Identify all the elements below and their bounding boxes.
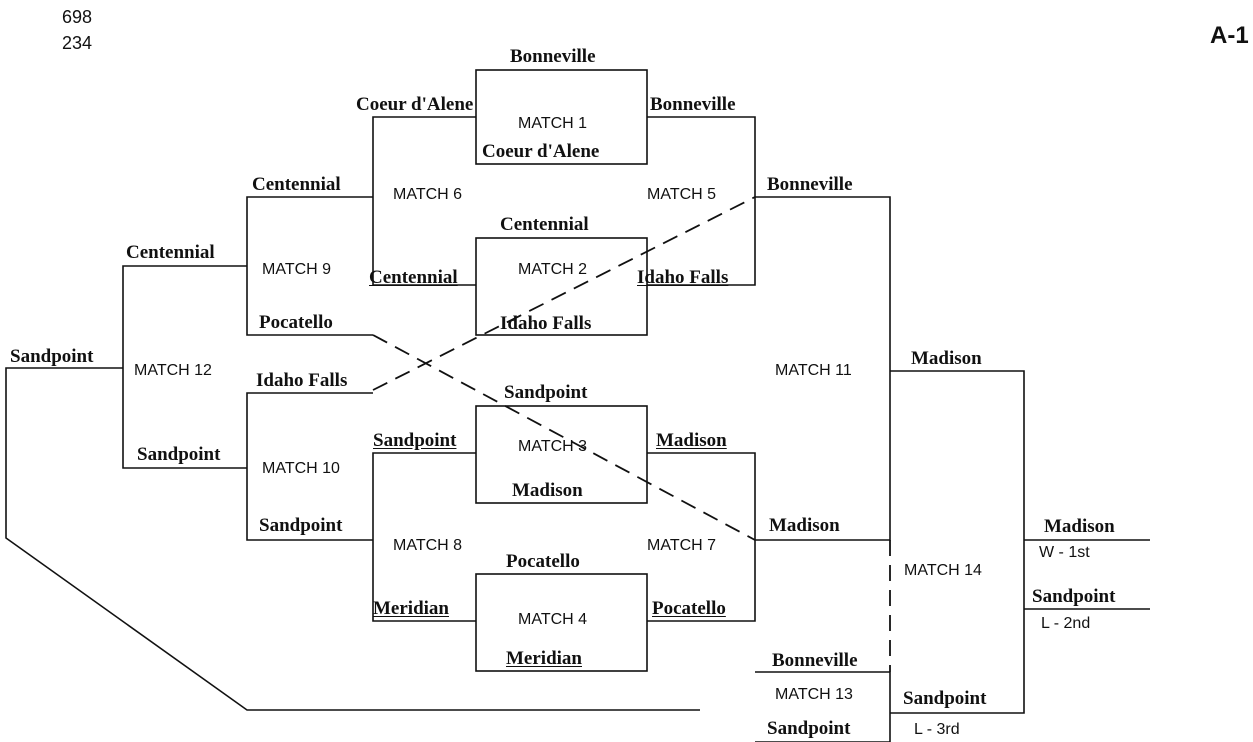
match-13-label: MATCH 13 [775,686,853,703]
match-7-winner-team: Madison [769,515,840,536]
match-5-label: MATCH 5 [647,186,717,203]
match-10-top-entry-team: Idaho Falls [256,370,348,391]
match-4-bottom-team: Meridian [506,648,582,669]
match-2-label: MATCH 2 [518,261,588,278]
match-4-top-team: Pocatello [506,551,580,572]
match-1-bottom-team: Coeur d'Alene [482,141,600,162]
match-2-top-team: Centennial [500,214,589,235]
match-1-top-team: Bonneville [510,46,596,67]
match-9-bottom-entry-team: Pocatello [259,312,333,333]
header-number-1: 698 [62,7,93,27]
match-8-label: MATCH 8 [393,537,463,554]
match-9-winner-team: Centennial [126,242,215,263]
match-2-bottom-team: Idaho Falls [500,313,592,334]
match-13-bottom-team: Sandpoint [767,718,851,739]
first-place-label: W - 1st [1039,544,1090,561]
match-4-left-line-team: Meridian [373,598,449,619]
match-1-loser-line-team: Coeur d'Alene [356,94,474,115]
second-place-label: L - 2nd [1041,615,1091,632]
match-2-right-line-team: Idaho Falls [637,267,729,288]
match-3-bottom-team: Madison [512,480,583,501]
match-13-top-team: Bonneville [772,650,858,671]
match-6-label: MATCH 6 [393,186,463,203]
third-place-label: L - 3rd [914,721,960,738]
match-5-winner-team: Bonneville [767,174,853,195]
match-3-label: MATCH 3 [518,438,588,455]
page-code: A-1 [1210,22,1249,49]
second-place-team: Sandpoint [1032,586,1116,607]
match-1-label: MATCH 1 [518,115,588,132]
match-7-label: MATCH 7 [647,537,717,554]
match-10-winner-team: Sandpoint [137,444,221,465]
match-11-winner-team: Madison [911,348,982,369]
match-3-right-line-team: Madison [656,430,727,451]
match-9-label: MATCH 9 [262,261,332,278]
sandpoint-loser-line [6,368,700,710]
match-14-bracket [890,371,1024,713]
match-11-label: MATCH 11 [775,362,852,379]
match-4-label: MATCH 4 [518,611,588,628]
first-place-team: Madison [1044,516,1115,537]
match-3-left-line-team: Sandpoint [373,430,457,451]
header-number-2: 234 [62,33,93,53]
match-14-bottom-entry-team: Sandpoint [903,688,987,709]
match-8-winner-team: Sandpoint [259,515,343,536]
match-10-label: MATCH 10 [262,460,340,477]
match-6-winner-team: Centennial [252,174,341,195]
match-3-top-team: Sandpoint [504,382,588,403]
match-12-label: MATCH 12 [134,362,212,379]
match-2-left-line-team: Centennial [369,267,458,288]
match-1-winner-line-team: Bonneville [650,94,736,115]
match-4-right-line-team: Pocatello [652,598,726,619]
match-14-label: MATCH 14 [904,562,982,579]
match-12-winner-team: Sandpoint [10,346,94,367]
